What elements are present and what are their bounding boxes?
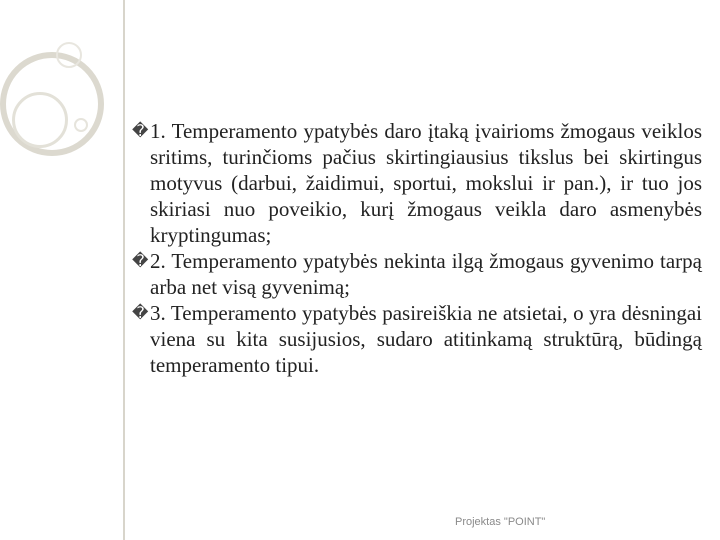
bullet-icon: � xyxy=(132,303,149,322)
ring-decoration-tiny xyxy=(74,118,88,132)
ring-decoration-medium xyxy=(12,92,68,148)
decorative-ring-panel xyxy=(0,0,122,540)
ring-decoration-small xyxy=(56,42,82,68)
list-item-text: 3. Temperamento ypatybės pasireiškia ne atsietai, o yra dėsningai viena su kita susijusios, sudaro atitinkamą struktūrą, būdingą temperamento tipui. xyxy=(150,301,702,377)
bullet-icon: � xyxy=(132,251,149,270)
list-item xyxy=(132,300,702,378)
footer-credit: Projektas "POINT" xyxy=(455,516,546,528)
bullet-icon: � xyxy=(132,121,149,140)
list-item xyxy=(132,118,702,248)
vertical-divider xyxy=(123,0,125,540)
list-item xyxy=(132,248,702,300)
list-item-text: 1. Temperamento ypatybės daro įtaką įvairioms žmogaus veiklos sritims, turinčioms pačius skirtingiausius tikslus bei skirtingus motyvus (darbui, žaidimui, sportui, mokslui ir pan.), ir tuo jos skiriasi nuo poveikio, kurį žmogaus veikla daro asmenybės kryptingumas; xyxy=(150,119,702,247)
bullet-list xyxy=(132,118,702,378)
list-item-text: 2. Temperamento ypatybės nekinta ilgą žmogaus gyvenimo tarpą arba net visą gyvenimą; xyxy=(150,249,702,299)
